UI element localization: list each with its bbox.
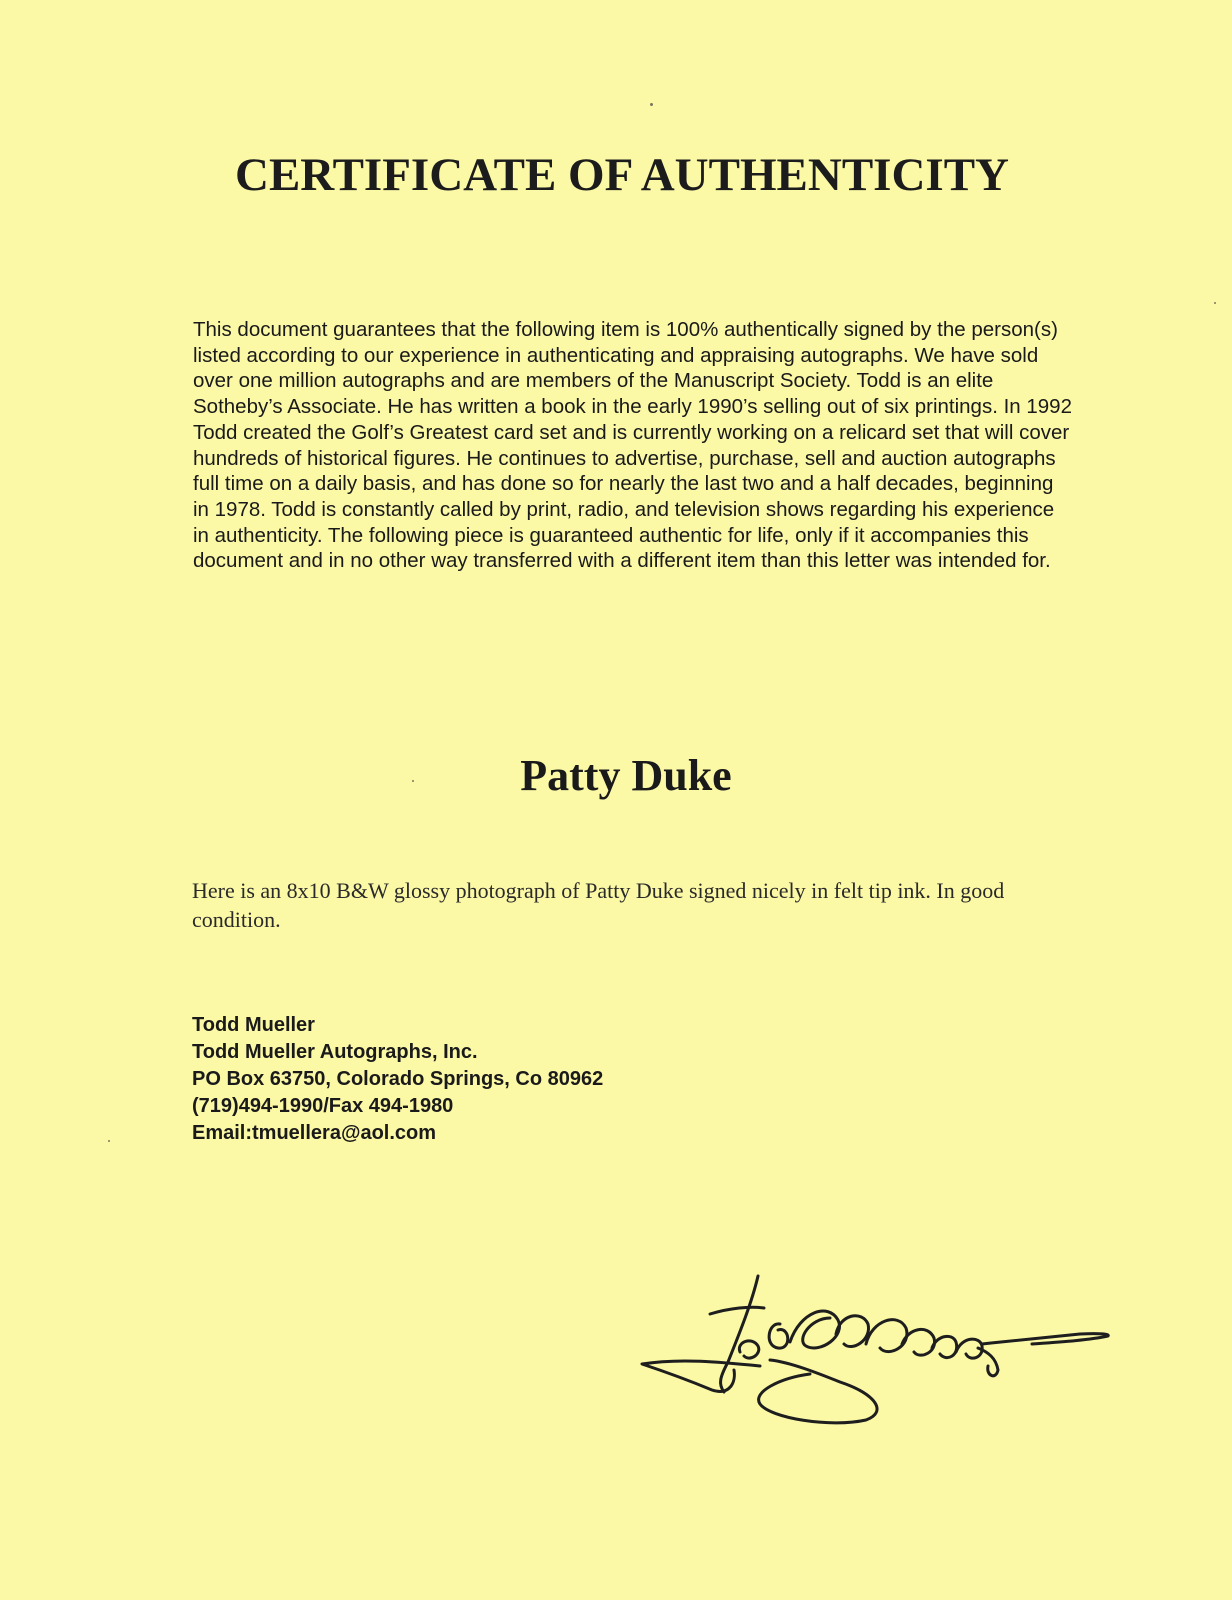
contact-email: Email:tmuellera@aol.com xyxy=(192,1122,437,1144)
contact-phone: (719)494-1990/Fax 494-1980 xyxy=(192,1095,454,1117)
certificate-title: CERTIFICATE OF AUTHENTICITY xyxy=(235,149,1009,201)
item-name: Patty Duke xyxy=(520,751,732,800)
guarantee-paragraph: This document guarantees that the following item is 100% authentically signed by the person(s) listed according to our experience in authenticating and appraising autographs. We have sold over one million autographs and are members of the Manuscript Society. Todd is an elite Sotheby’s Associate. He has written a book in the early 1990’s selling out of six printings. In 1992 Todd created the Golf’s Greatest card set and is currently working on a relicard set that will cover hundreds of historical figures. He continues to advertise, purchase, sell and auction autographs full time on a daily basis, and has done so for nearly the last two and a half decades, beginning in 1978. Todd is constantly called by print, radio, and television shows regarding his experience in authenticity. The following piece is guaranteed authentic for life, only if it accompanies this document and in no other way transferred with a different item than this letter was intended for. xyxy=(193,318,1072,573)
handwritten-signature xyxy=(640,1262,1110,1432)
paper-speck xyxy=(108,1140,110,1142)
paper-speck xyxy=(1214,302,1216,304)
contact-block xyxy=(192,1012,603,1147)
item-description: Here is an 8x10 B&W glossy photograph of Patty Duke signed nicely in felt tip ink. In good condition. xyxy=(192,878,1005,932)
contact-name: Todd Mueller xyxy=(192,1014,315,1036)
contact-address: PO Box 63750, Colorado Springs, Co 80962 xyxy=(192,1068,604,1090)
contact-company: Todd Mueller Autographs, Inc. xyxy=(192,1041,478,1063)
paper-speck xyxy=(650,103,653,106)
paper-speck xyxy=(412,780,414,782)
